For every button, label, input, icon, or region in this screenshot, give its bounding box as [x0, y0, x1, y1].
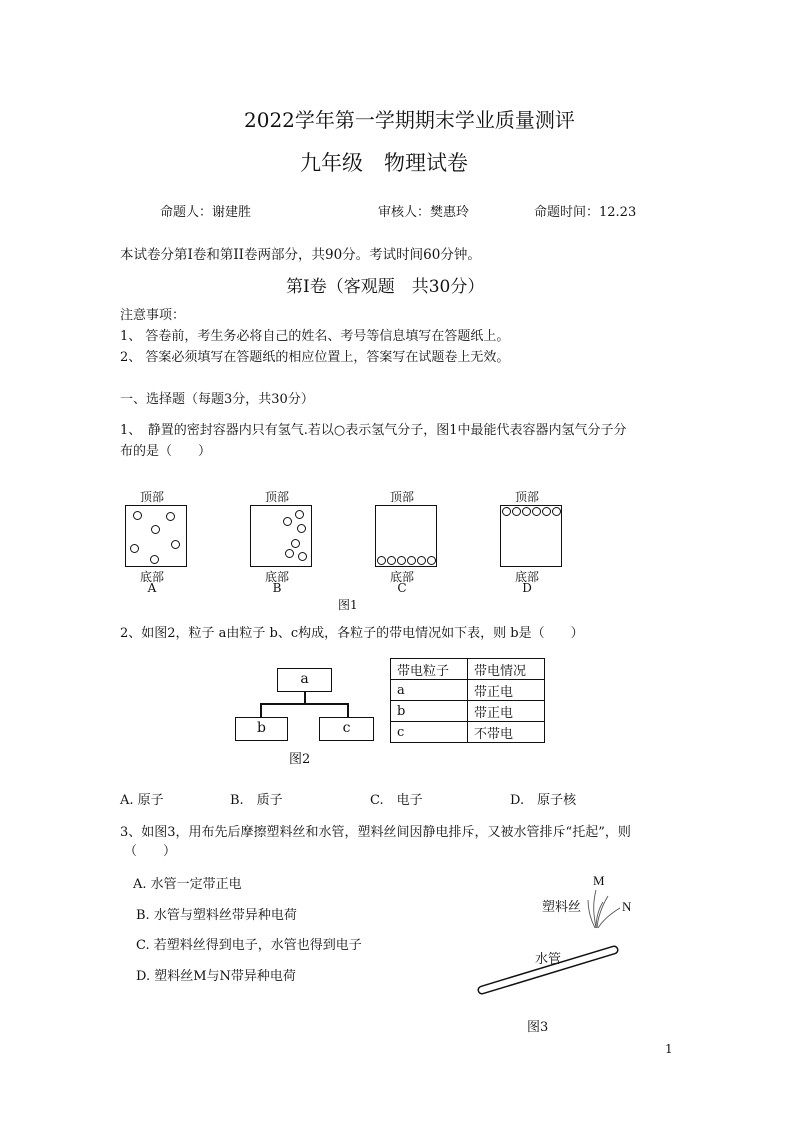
q2-choice-a: A. 原子 [120, 793, 164, 808]
connector-line [260, 703, 262, 717]
top-label: 顶部 [264, 490, 289, 504]
figure2-caption: 图2 [289, 752, 311, 767]
figure3-caption: 图3 [527, 1020, 549, 1035]
molecule-icon [377, 556, 386, 565]
intro-text: 本试卷分第I卷和第II卷两部分，共90分。考试时间60分钟。 [120, 247, 481, 263]
particle-b-box: b [235, 717, 288, 741]
container-b [250, 505, 312, 567]
q3-choice-a: A. 水管一定带正电 [133, 877, 242, 892]
label-n: N [622, 899, 632, 914]
molecule-icon [417, 556, 426, 565]
exam-subtitle: 九年级 物理试卷 [300, 151, 468, 175]
top-label: 顶部 [389, 490, 414, 504]
label-plastic: 塑料丝 [542, 900, 582, 915]
connector-line [304, 692, 306, 703]
section-title: 第I卷（客观题 共30分） [286, 277, 485, 297]
molecule-icon [522, 507, 531, 516]
q3-choice-d: D. 塑料丝M与N带异种电荷 [136, 969, 296, 984]
q2-choice-d: D. 原子核 [510, 793, 577, 808]
exam-title: 2022学年第一学期期末学业质量测评 [244, 108, 575, 132]
q1-text-line1: 1、 静置的密封容器内只有氢气.若以○表示氢气分子，图1中最能代表容器内氢气分子分 [120, 423, 627, 438]
part-heading: 一、选择题（每题3分，共30分） [120, 392, 314, 407]
setter-label: 命题人：谢建胜 [160, 205, 252, 220]
table-cell: c [391, 722, 468, 743]
molecule-icon [283, 517, 292, 526]
q3-text-line2: （ ） [124, 844, 177, 859]
table-header: 带电粒子 [391, 659, 468, 680]
molecule-icon [285, 549, 294, 558]
note-item: 1、 答卷前，考生务必将自己的姓名、考号等信息填写在答题纸上。 [120, 329, 510, 344]
table-cell: a [391, 680, 468, 701]
molecule-icon [133, 511, 142, 520]
note-item: 2、 答案必须填写在答题纸的相应位置上，答案写在试题卷上无效。 [120, 350, 510, 365]
label-m: M [593, 873, 605, 888]
molecule-icon [532, 507, 541, 516]
date-label: 命题时间：12.23 [534, 205, 637, 220]
molecule-icon [387, 556, 396, 565]
molecule-icon [298, 552, 307, 561]
option-d-label: D [522, 581, 532, 595]
top-label: 顶部 [139, 490, 164, 504]
molecule-icon [397, 556, 406, 565]
particle-c-box: c [319, 717, 374, 741]
q2-choice-c: C. 电子 [370, 793, 423, 808]
molecule-icon [291, 539, 300, 548]
table-row [391, 722, 545, 743]
q3-choice-b: B. 水管与塑料丝带异种电荷 [136, 908, 297, 923]
container-a [125, 505, 187, 567]
table-row [391, 701, 545, 722]
bottom-label: 底部 [139, 570, 164, 584]
bottom-label: 底部 [264, 570, 289, 584]
figure1-caption: 图1 [338, 598, 358, 612]
figure3-drawing [470, 868, 640, 1008]
top-label: 顶部 [514, 490, 539, 504]
molecule-icon [542, 507, 551, 516]
table-header-row [391, 659, 545, 680]
charge-table [390, 658, 545, 743]
table-cell: b [391, 701, 468, 722]
connector-line [347, 703, 349, 717]
molecule-icon [502, 507, 511, 516]
molecule-icon [407, 556, 416, 565]
label-pipe: 水管 [535, 952, 562, 967]
table-cell: 带正电 [468, 680, 545, 701]
molecule-icon [297, 524, 306, 533]
q1-text-line2: 布的是（ ） [120, 444, 212, 459]
molecule-icon [171, 540, 180, 549]
q2-text: 2、如图2，粒子 a由粒子 b、c构成，各粒子的带电情况如下表，则 b是（ ） [120, 626, 584, 641]
option-a-label: A [147, 581, 157, 595]
molecule-icon [150, 555, 159, 564]
table-header: 带电情况 [468, 659, 545, 680]
q3-text-line1: 3、如图3，用布先后摩擦塑料丝和水管，塑料丝间因静电排斥，又被水管排斥“托起”，则 [120, 825, 631, 840]
bottom-label: 底部 [389, 570, 414, 584]
bottom-label: 底部 [514, 570, 539, 584]
reviewer-label: 审核人：樊惠玲 [378, 205, 470, 220]
molecule-icon [151, 525, 160, 534]
table-row [391, 680, 545, 701]
molecule-icon [166, 512, 175, 521]
molecule-icon [295, 510, 304, 519]
molecule-icon [512, 507, 521, 516]
molecule-icon [427, 556, 436, 565]
table-cell: 带正电 [468, 701, 545, 722]
option-c-label: C [397, 581, 407, 595]
page-number: 1 [665, 1042, 673, 1056]
connector-line [260, 703, 348, 705]
q2-choice-b: B. 质子 [230, 793, 283, 808]
container-c [375, 505, 437, 567]
notes-heading: 注意事项： [120, 308, 186, 323]
molecule-icon [130, 544, 139, 553]
molecule-icon [552, 507, 561, 516]
table-cell: 不带电 [468, 722, 545, 743]
particle-a-box: a [277, 668, 332, 692]
q3-choice-c: C. 若塑料丝得到电子，水管也得到电子 [136, 938, 362, 953]
container-d [500, 505, 562, 567]
option-b-label: B [272, 581, 282, 595]
